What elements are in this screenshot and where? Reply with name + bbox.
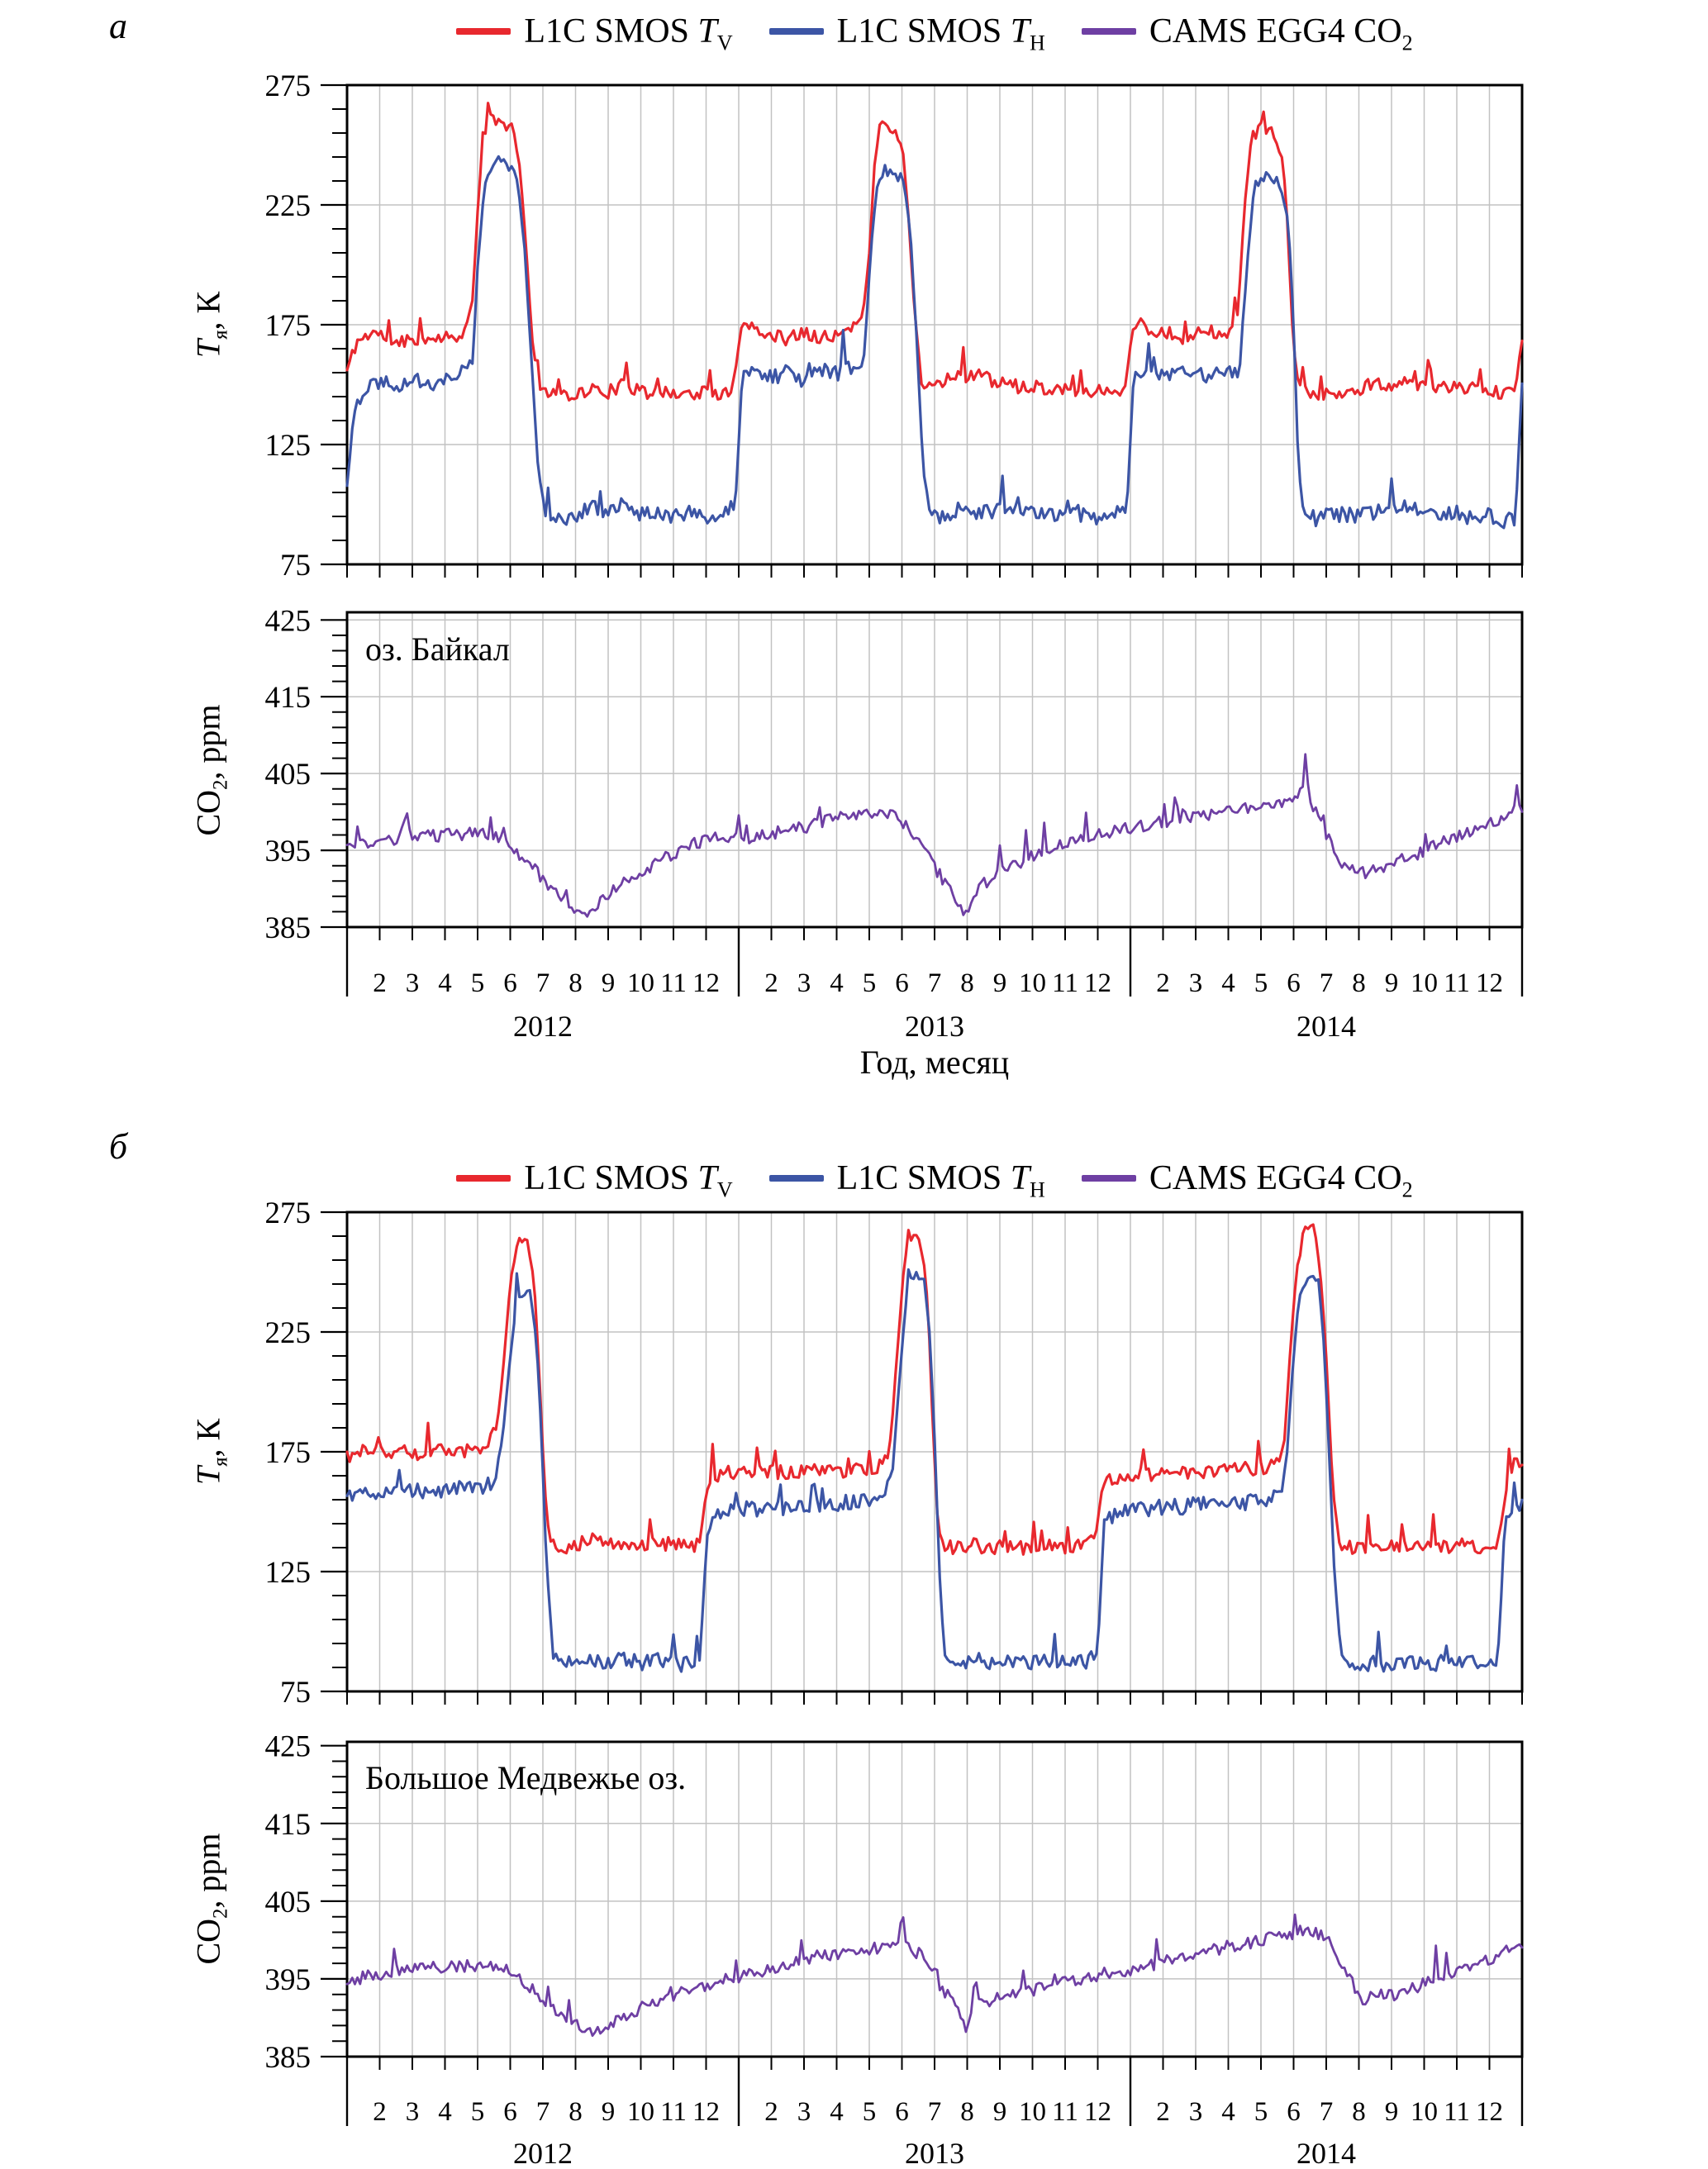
x-month-label: 11: [1052, 2097, 1078, 2127]
x-month-label: 3: [1188, 968, 1203, 998]
x-month-label: 12: [1476, 2097, 1503, 2127]
panel-a-legend: [347, 12, 1522, 55]
x-month-label: 8: [569, 2097, 583, 2127]
x-month-label: 2: [1156, 968, 1170, 998]
x-month-label: 7: [1319, 968, 1334, 998]
y-tick-label: 275: [264, 69, 311, 103]
x-month-label: 10: [1411, 2097, 1438, 2127]
x-month-label: 5: [862, 968, 877, 998]
x-year-label: 2014: [1296, 1010, 1356, 1043]
legend-item-th: [769, 1158, 1045, 1202]
y-tick-label: 175: [264, 1436, 311, 1470]
x-month-label: 5: [1254, 968, 1268, 998]
panel-a-temp-subplot: [265, 69, 1523, 583]
x-month-label: 12: [1084, 2097, 1111, 2127]
x-month-label: 7: [927, 968, 942, 998]
y-tick-label: 395: [264, 1962, 311, 1997]
x-month-label: 6: [895, 968, 909, 998]
legend-label: L1C SMOS $T_V$: [524, 1159, 733, 1202]
legend-label: CAMS EGG4 $CO_2$: [1149, 12, 1413, 55]
x-month-label: 7: [535, 968, 550, 998]
legend-item-tv: [456, 12, 733, 55]
y-tick-label: 395: [264, 835, 311, 869]
x-month-label: 4: [830, 968, 844, 998]
y-tick-label: 225: [264, 189, 311, 223]
x-month-label: 6: [1287, 968, 1301, 998]
panel-a-location-label: оз. Байкал: [365, 630, 510, 668]
x-month-label: 10: [627, 968, 654, 998]
x-month-label: 9: [992, 968, 1007, 998]
y-tick-label: 125: [264, 1556, 311, 1590]
x-year-label: 2012: [513, 2137, 573, 2169]
y-tick-label: 75: [280, 549, 311, 583]
x-month-label: 12: [1084, 968, 1111, 998]
y-tick-label: 125: [264, 429, 311, 463]
x-month-label: 4: [830, 2097, 844, 2127]
x-month-label: 8: [1352, 968, 1366, 998]
x-month-label: 5: [470, 2097, 485, 2127]
x-month-label: 5: [1254, 2097, 1268, 2127]
x-month-label: 12: [692, 968, 720, 998]
legend-item-th: [769, 12, 1045, 55]
x-year-label: 2014: [1296, 2137, 1356, 2169]
legend-item-co2: [1082, 1158, 1413, 1202]
panel-a-temp-axis-title: $Т_я$, К: [189, 291, 232, 359]
x-month-label: 6: [1287, 2097, 1301, 2127]
tv-line-swatch: [456, 1175, 511, 1182]
x-month-label: 10: [627, 2097, 654, 2127]
panel-a-co2-subplot: [265, 604, 1523, 1043]
x-month-label: 5: [470, 968, 485, 998]
x-month-label: 11: [1444, 2097, 1470, 2127]
x-month-label: 4: [438, 2097, 452, 2127]
x-month-label: 4: [438, 968, 452, 998]
x-month-label: 7: [535, 2097, 550, 2127]
x-month-label: 6: [503, 968, 517, 998]
x-month-label: 7: [927, 2097, 942, 2127]
x-month-label: 2: [764, 968, 778, 998]
x-year-label: 2013: [905, 2137, 964, 2169]
x-month-label: 11: [1444, 968, 1470, 998]
x-month-label: 11: [660, 2097, 687, 2127]
x-month-label: 10: [1019, 968, 1046, 998]
x-month-label: 9: [1384, 2097, 1399, 2127]
co2-line-swatch: [1082, 1175, 1136, 1182]
x-month-label: 9: [601, 2097, 616, 2127]
th-line-swatch: [769, 1175, 824, 1182]
x-month-label: 4: [1221, 2097, 1235, 2127]
y-tick-label: 175: [264, 309, 311, 343]
tv-line-swatch: [456, 28, 511, 35]
x-month-label: 12: [1476, 968, 1503, 998]
x-month-label: 9: [1384, 968, 1399, 998]
th-line-swatch: [769, 28, 824, 35]
x-month-label: 7: [1319, 2097, 1334, 2127]
y-tick-label: 275: [264, 1196, 311, 1230]
y-tick-label: 75: [280, 1676, 311, 1710]
x-month-label: 2: [764, 2097, 778, 2127]
x-month-label: 9: [601, 968, 616, 998]
x-month-label: 9: [992, 2097, 1007, 2127]
legend-label: CAMS EGG4 $CO_2$: [1149, 1159, 1413, 1202]
panel-b-temp-subplot: [265, 1196, 1523, 1710]
legend-label: L1C SMOS $T_H$: [836, 12, 1045, 55]
y-tick-label: 415: [264, 681, 311, 716]
x-month-label: 5: [862, 2097, 877, 2127]
x-month-label: 2: [373, 968, 387, 998]
x-month-label: 10: [1411, 968, 1438, 998]
x-month-label: 10: [1019, 2097, 1046, 2127]
x-month-label: 8: [569, 968, 583, 998]
x-month-label: 2: [1156, 2097, 1170, 2127]
y-tick-label: 425: [264, 1729, 311, 1764]
x-month-label: 3: [797, 2097, 811, 2127]
panel-b-legend: [347, 1158, 1522, 1202]
x-month-label: 8: [960, 2097, 974, 2127]
panel-b-location-label: Большое Медвежье оз.: [365, 1759, 687, 1796]
x-month-label: 11: [660, 968, 687, 998]
panel-a-letter: а: [109, 6, 127, 46]
panel-b-letter: б: [109, 1126, 128, 1167]
y-tick-label: 385: [264, 2041, 311, 2075]
x-month-label: 3: [405, 2097, 420, 2127]
x-year-label: 2012: [513, 1010, 573, 1043]
y-tick-label: 385: [264, 911, 311, 945]
x-month-label: 3: [797, 968, 811, 998]
x-axis-caption: Год, месяц: [859, 1044, 1010, 1081]
co2-line-swatch: [1082, 28, 1136, 35]
y-tick-label: 405: [264, 1885, 311, 1919]
legend-item-co2: [1082, 12, 1413, 55]
x-month-label: 4: [1221, 968, 1235, 998]
x-month-label: 8: [960, 968, 974, 998]
y-tick-label: 405: [264, 758, 311, 792]
x-month-label: 11: [1052, 968, 1078, 998]
legend-label: L1C SMOS $T_V$: [524, 12, 733, 55]
legend-label: L1C SMOS $T_H$: [836, 1159, 1045, 1202]
x-month-label: 12: [692, 2097, 720, 2127]
panel-b-temp-axis-title: $Т_я$, К: [189, 1418, 232, 1486]
x-month-label: 8: [1352, 2097, 1366, 2127]
x-month-label: 6: [503, 2097, 517, 2127]
x-month-label: 3: [1188, 2097, 1203, 2127]
y-tick-label: 225: [264, 1316, 311, 1350]
legend-item-tv: [456, 1158, 733, 1202]
x-month-label: 3: [405, 968, 420, 998]
panel-b-co2-axis-title: $CO_2$, ppm: [189, 1833, 232, 1965]
panel-a-co2-axis-title: $CO_2$, ppm: [189, 704, 232, 836]
x-year-label: 2013: [905, 1010, 964, 1043]
x-month-label: 2: [373, 2097, 387, 2127]
y-tick-label: 415: [264, 1807, 311, 1842]
x-month-label: 6: [895, 2097, 909, 2127]
y-tick-label: 425: [264, 604, 311, 639]
